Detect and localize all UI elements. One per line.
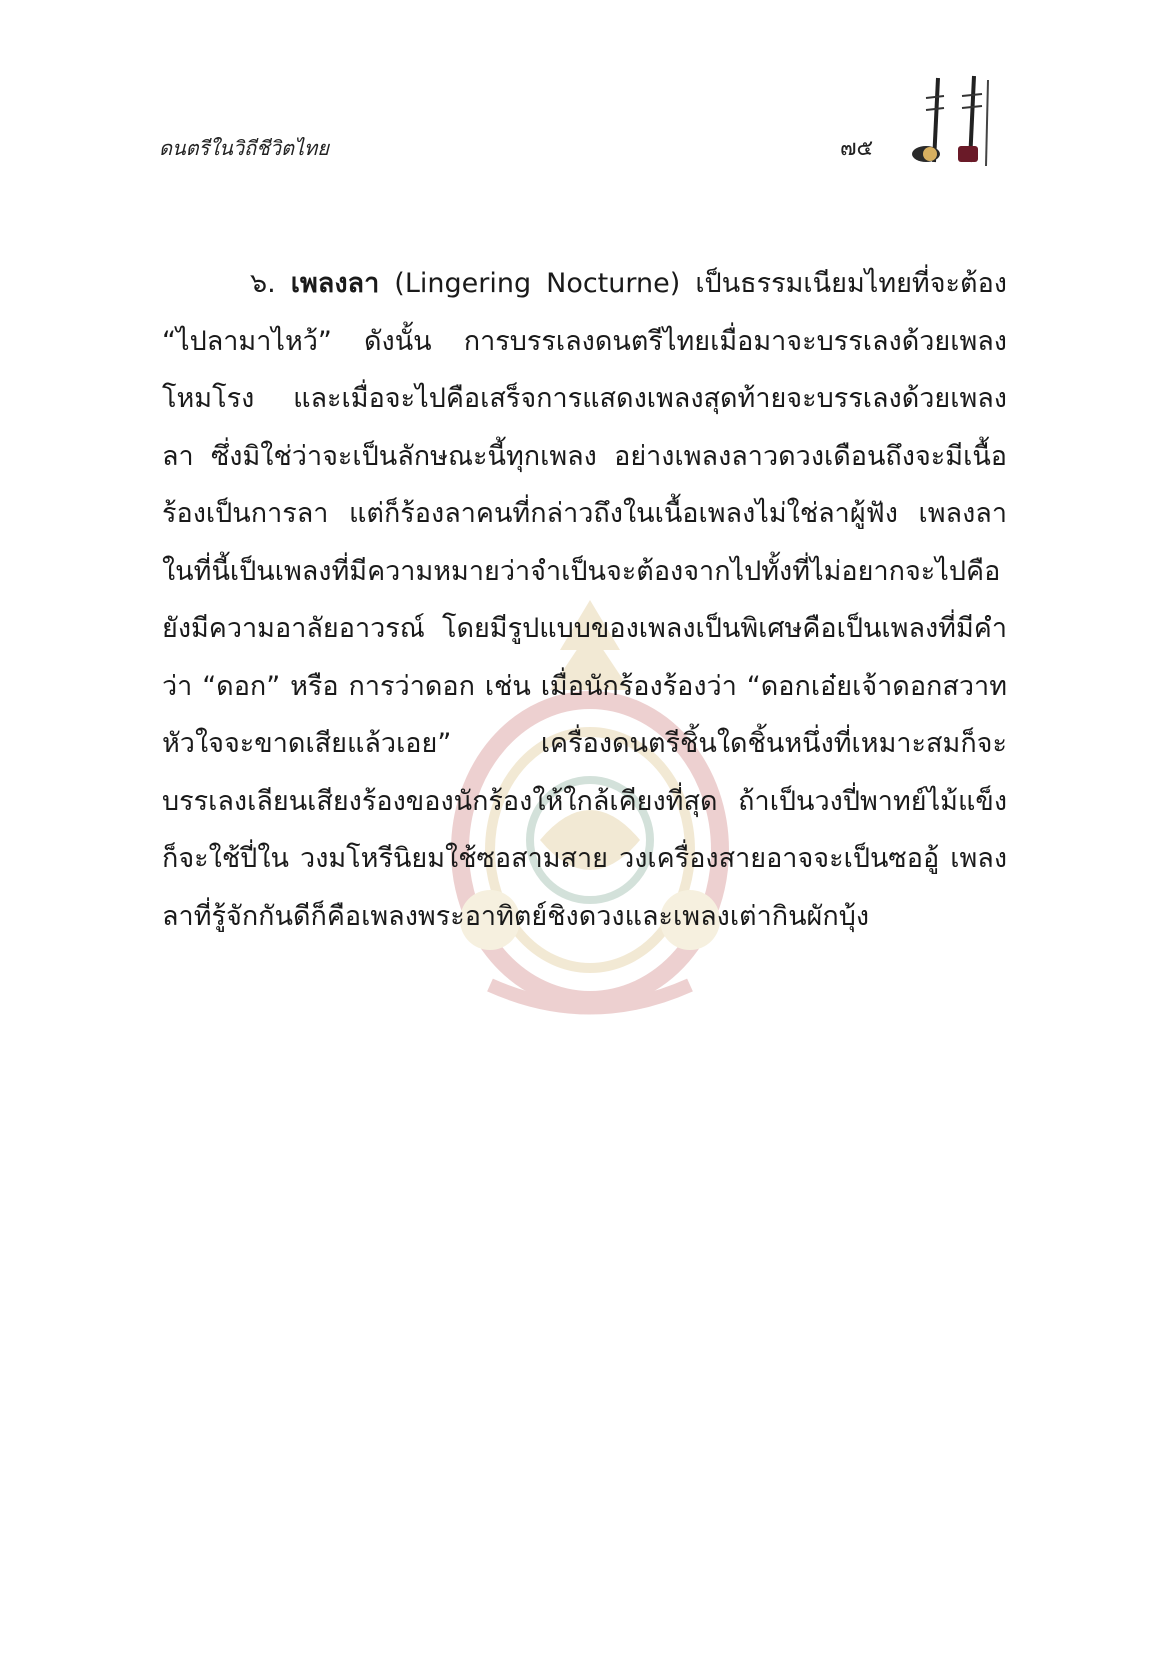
page-number: ๗๕: [840, 136, 874, 161]
running-title: ดนตรีในวิถีชีวิตไทย: [159, 136, 329, 160]
thai-fiddle-icon: [900, 70, 1010, 180]
section-number: ๖.: [250, 268, 276, 299]
section-body: เป็นธรรมเนียมไทยที่จะต้อง “ไปลามาไหว้” ดังนั้น การบรรเลงดนตรีไทยเมื่อมาจะบรรเลงด้วยเพลงโหมโรง และเมื่อจะไปคือเสร็จการแสดงเพลงสุดท้ายจะบรรเลงด้วยเพลงลา ซึ่งมิใช่ว่าจะเป็นลักษณะนี้ทุกเพลง อย่างเพลงลาวดวงเดือนถึงจะมีเนื้อร้องเป็นการลา แต่ก็ร้องลาคนที่กล่าวถึงในเนื้อเพลงไม่ใช่ลาผู้ฟัง เพลงลาในที่นี้เป็นเพลงที่มีความหมายว่าจำเป็นจะต้องจากไปทั้งที่ไม่อยากจะไปคือยังมีความอาลัยอาวรณ์ โดยมีรูปแบบของเพลงเป็นพิเศษคือเป็นเพลงที่มีคำว่า “ดอก” หรือ การว่าดอก เช่น เมื่อนักร้องร้องว่า “ดอกเอ๋ยเจ้าดอกสวาท หัวใจจะขาดเสียแล้วเอย” เครื่องดนตรีชิ้นใดชิ้นหนึ่งที่เหมาะสมก็จะบรรเลงเลียนเสียงร้องของนักร้องให้ใกล้เคียงที่สุด ถ้าเป็นวงปี่พาทย์ไม้แข็งก็จะใช้ปี่ใน วงมโหรีนิยมใช้ซอสามสาย วงเครื่องสายอาจจะเป็นซออู้ เพลงลาที่รู้จักกันดีก็คือเพลงพระอาทิตย์ชิงดวงและเพลงเต่ากินผักบุ้ง: [162, 268, 1007, 932]
section-english-title: (Lingering Nocturne): [394, 268, 681, 299]
section-title: เพลงลา: [290, 268, 380, 299]
section-paragraph: [162, 255, 1007, 945]
